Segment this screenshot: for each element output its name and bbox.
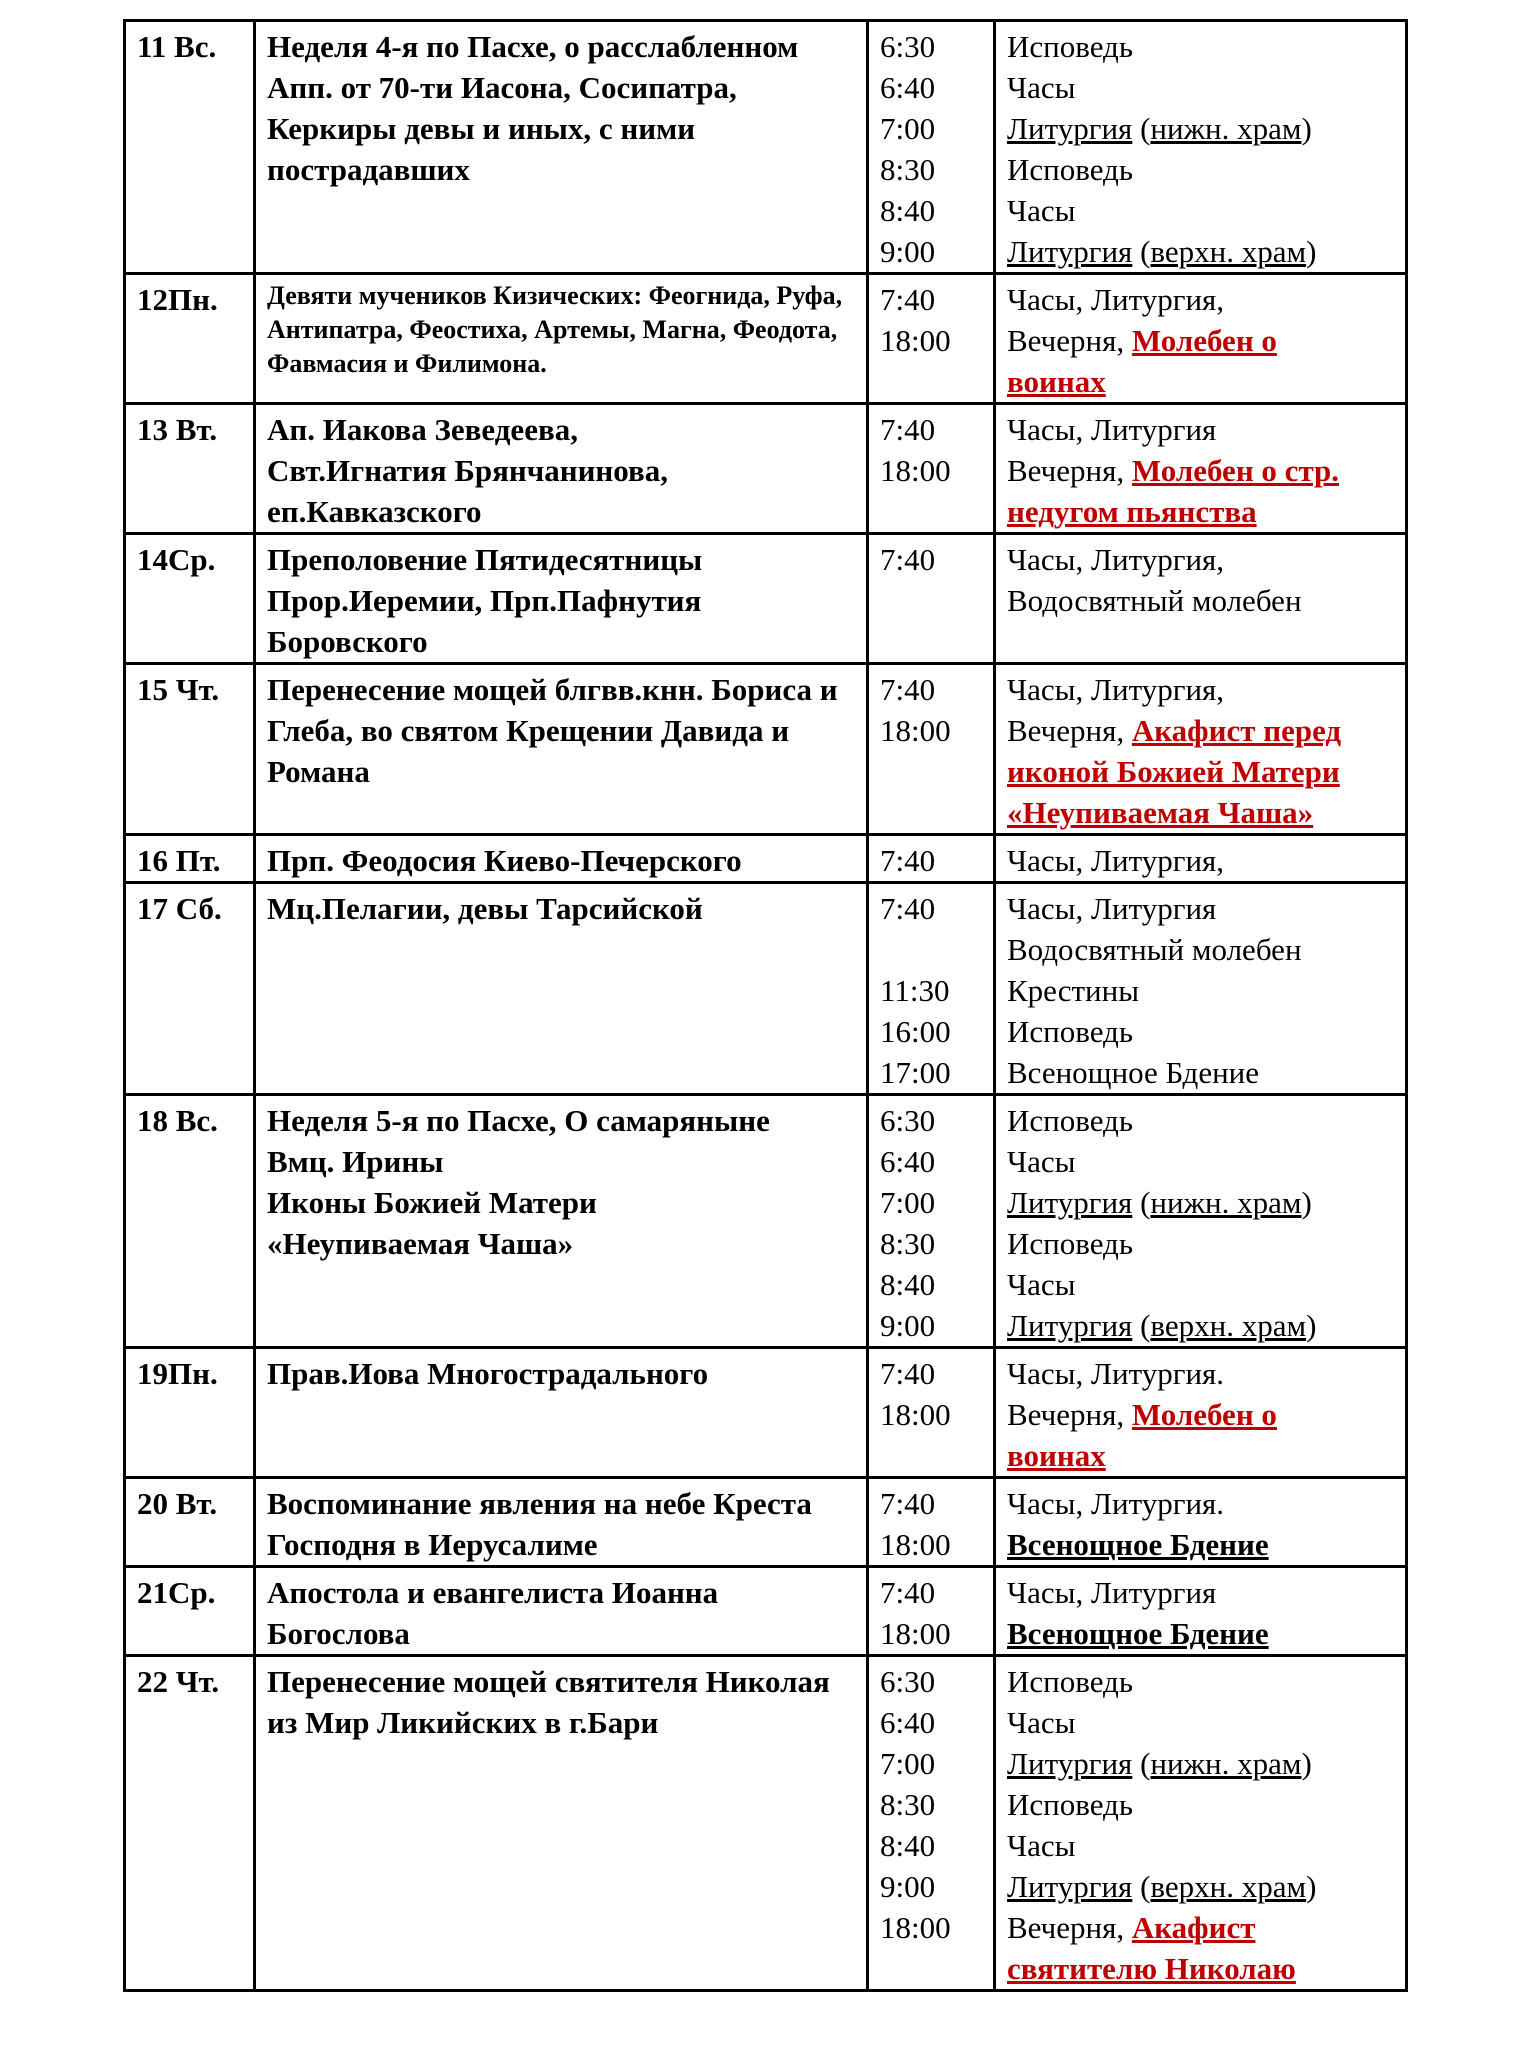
service-time: 6:30 — [880, 1664, 936, 1699]
service-schedule-table — [123, 19, 1408, 1992]
service-time: 7:40 — [880, 891, 936, 926]
highlighted-service-text: Молебен о стр. — [1131, 453, 1340, 488]
service-time — [880, 929, 985, 970]
service-time: 7:40 — [880, 542, 936, 577]
service-line — [1007, 1613, 1397, 1654]
service-time: 18:00 — [880, 1616, 951, 1651]
services-cell — [995, 1656, 1407, 1991]
services-cell — [995, 1478, 1407, 1567]
commemoration-line: Апостола и евангелиста Иоанна Богослова — [267, 1575, 719, 1651]
service-line — [1007, 1661, 1397, 1702]
commemoration-cell — [255, 835, 868, 883]
service-text: Часы, Литургия — [1007, 891, 1217, 926]
service-time: 17:00 — [880, 1055, 951, 1090]
services-cell — [995, 1567, 1407, 1656]
service-line — [1007, 279, 1397, 320]
service-line — [1007, 361, 1397, 402]
service-line — [1007, 710, 1397, 751]
commemoration-cell — [255, 1656, 868, 1991]
service-line — [1007, 539, 1397, 580]
service-text: Исповедь — [1007, 1226, 1133, 1261]
service-line — [1007, 1825, 1397, 1866]
service-line — [1007, 1100, 1397, 1141]
day-cell: 12Пн. — [125, 274, 255, 404]
services-cell — [995, 1095, 1407, 1348]
time-cell — [868, 883, 995, 1095]
service-text: Часы — [1007, 1828, 1076, 1863]
service-time: 9:00 — [880, 1869, 936, 1904]
service-time: 16:00 — [880, 1014, 951, 1049]
service-text: Часы, Литургия — [1007, 412, 1217, 447]
table-row — [125, 534, 1407, 664]
service-text: ) — [1301, 111, 1312, 146]
service-text: Часы, Литургия, — [1007, 542, 1225, 577]
service-text: Часы, Литургия, — [1007, 843, 1225, 878]
service-line — [1007, 1264, 1397, 1305]
service-text: Исповедь — [1007, 152, 1133, 187]
service-time: 8:30 — [880, 1787, 936, 1822]
commemoration-cell — [255, 21, 868, 274]
service-text: Вечерня, — [1007, 323, 1132, 358]
highlighted-service-text: недугом пьянства — [1007, 494, 1257, 529]
service-text: Часы — [1007, 193, 1076, 228]
service-text: ( — [1132, 1869, 1151, 1904]
service-line — [1007, 1141, 1397, 1182]
service-text: ) — [1306, 234, 1317, 269]
service-time: 8:40 — [880, 1828, 936, 1863]
service-text: Исповедь — [1007, 1664, 1133, 1699]
service-text: Литургия — [1007, 1185, 1133, 1220]
commemoration-line: Воспоминание явления на небе Креста Господня в Иерусалиме — [267, 1486, 812, 1562]
service-line — [1007, 190, 1397, 231]
service-line — [1007, 929, 1397, 970]
service-text: Часы, Литургия — [1007, 1575, 1217, 1610]
service-line — [1007, 1011, 1397, 1052]
highlighted-service-text: иконой Божией Матери — [1007, 754, 1340, 789]
time-cell — [868, 835, 995, 883]
service-time: 7:00 — [880, 1746, 936, 1781]
service-text: Часы — [1007, 1705, 1076, 1740]
commemoration-cell — [255, 534, 868, 664]
time-cell — [868, 534, 995, 664]
service-time: 18:00 — [880, 453, 951, 488]
services-cell — [995, 274, 1407, 404]
service-line — [1007, 1305, 1397, 1346]
service-line — [1007, 450, 1397, 491]
service-line — [1007, 1948, 1397, 1989]
commemoration-line: Прав.Иова Многострадального — [267, 1356, 709, 1391]
time-cell — [868, 1478, 995, 1567]
service-text: Часы, Литургия, — [1007, 672, 1225, 707]
commemoration-cell — [255, 1478, 868, 1567]
service-text: Исповедь — [1007, 1014, 1133, 1049]
service-line — [1007, 792, 1397, 833]
service-line — [1007, 108, 1397, 149]
service-line — [1007, 751, 1397, 792]
service-text: ( — [1132, 234, 1151, 269]
highlighted-service-text: воинах — [1007, 364, 1106, 399]
services-cell — [995, 664, 1407, 835]
service-text: ) — [1306, 1869, 1317, 1904]
time-cell — [868, 1095, 995, 1348]
service-line — [1007, 67, 1397, 108]
service-time: 7:00 — [880, 111, 936, 146]
table-row — [125, 1567, 1407, 1656]
service-text: Часы, Литургия. — [1007, 1486, 1225, 1521]
service-line — [1007, 840, 1397, 881]
day-cell: 20 Вт. — [125, 1478, 255, 1567]
day-cell: 22 Чт. — [125, 1656, 255, 1991]
commemoration-line: Прор.Иеремии, Прп.Пафнутия Боровского — [267, 583, 702, 659]
service-line — [1007, 1394, 1397, 1435]
service-time: 8:40 — [880, 1267, 936, 1302]
service-line — [1007, 1182, 1397, 1223]
service-text: Литургия — [1007, 1746, 1133, 1781]
service-text: Всенощное Бдение — [1007, 1616, 1269, 1651]
services-cell — [995, 534, 1407, 664]
day-cell: 18 Вс. — [125, 1095, 255, 1348]
service-text: Вечерня, — [1007, 1910, 1132, 1945]
service-line — [1007, 231, 1397, 272]
table-row — [125, 835, 1407, 883]
service-line — [1007, 1435, 1397, 1476]
time-cell — [868, 274, 995, 404]
service-text: Литургия — [1007, 1308, 1133, 1343]
commemoration-cell — [255, 1348, 868, 1478]
commemoration-line: Мц.Пелагии, девы Тарсийской — [267, 891, 703, 926]
commemoration-line: Девяти мучеников Кизических: Феогнида, Руфа, Антипатра, Феостиха, Артемы, Магна, Феодота, Фавмасия и Филимона. — [267, 281, 843, 378]
service-text: Вечерня, — [1007, 453, 1132, 488]
service-time: 18:00 — [880, 1527, 951, 1562]
table-row — [125, 883, 1407, 1095]
table-row — [125, 1478, 1407, 1567]
day-cell: 19Пн. — [125, 1348, 255, 1478]
service-time: 8:30 — [880, 152, 936, 187]
service-time: 18:00 — [880, 323, 951, 358]
service-text: Часы, Литургия. — [1007, 1356, 1225, 1391]
service-text: Исповедь — [1007, 29, 1133, 64]
service-text: верхн. храм — [1150, 234, 1307, 269]
service-line — [1007, 1784, 1397, 1825]
day-cell: 11 Вс. — [125, 21, 255, 274]
service-time: 8:30 — [880, 1226, 936, 1261]
time-cell — [868, 664, 995, 835]
commemoration-line: Неделя 5-я по Пасхе, О самаряныне — [267, 1103, 770, 1138]
service-text: нижн. храм — [1150, 1746, 1302, 1781]
time-cell — [868, 404, 995, 534]
commemoration-cell — [255, 404, 868, 534]
time-cell — [868, 21, 995, 274]
day-cell: 15 Чт. — [125, 664, 255, 835]
service-text: Часы — [1007, 1267, 1076, 1302]
service-line — [1007, 409, 1397, 450]
service-time: 8:40 — [880, 193, 936, 228]
time-cell — [868, 1567, 995, 1656]
service-text: Часы, Литургия, — [1007, 282, 1225, 317]
service-line — [1007, 491, 1397, 532]
service-text: ( — [1132, 1308, 1151, 1343]
service-line — [1007, 1223, 1397, 1264]
service-line — [1007, 320, 1397, 361]
highlighted-service-text: воинах — [1007, 1438, 1106, 1473]
service-time: 18:00 — [880, 1397, 951, 1432]
service-time: 18:00 — [880, 1910, 951, 1945]
service-text: ) — [1306, 1308, 1317, 1343]
service-time: 7:40 — [880, 1575, 936, 1610]
service-line — [1007, 26, 1397, 67]
service-text: Водосвятный молебен — [1007, 932, 1302, 967]
service-text: Всенощное Бдение — [1007, 1055, 1260, 1090]
table-row — [125, 664, 1407, 835]
day-cell: 17 Сб. — [125, 883, 255, 1095]
service-line — [1007, 1743, 1397, 1784]
commemoration-line: Перенесение мощей блгвв.кнн. Бориса и Глеба, во святом Крещении Давида и Романа — [267, 672, 838, 789]
services-cell — [995, 404, 1407, 534]
services-cell — [995, 835, 1407, 883]
commemoration-line: Свт.Игнатия Брянчанинова, еп.Кавказского — [267, 453, 669, 529]
commemoration-line: Перенесение мощей святителя Николая из Мир Ликийских в г.Бари — [267, 1664, 830, 1740]
service-line — [1007, 1353, 1397, 1394]
service-text: Вечерня, — [1007, 1397, 1132, 1432]
service-time: 7:40 — [880, 672, 936, 707]
service-text: Литургия — [1007, 111, 1133, 146]
service-time: 7:40 — [880, 1356, 936, 1391]
table-row — [125, 1348, 1407, 1478]
service-line — [1007, 1572, 1397, 1613]
service-line — [1007, 1866, 1397, 1907]
schedule-sheet — [123, 19, 1405, 1992]
service-time: 9:00 — [880, 234, 936, 269]
commemoration-cell — [255, 274, 868, 404]
service-text: ( — [1132, 1746, 1151, 1781]
day-cell: 21Ср. — [125, 1567, 255, 1656]
service-text: верхн. храм — [1150, 1308, 1307, 1343]
service-time: 7:40 — [880, 1486, 936, 1521]
highlighted-service-text: Молебен о — [1131, 1397, 1277, 1432]
service-text: Всенощное Бдение — [1007, 1527, 1269, 1562]
service-text: Литургия — [1007, 1869, 1133, 1904]
time-cell — [868, 1348, 995, 1478]
commemoration-line: Прп. Феодосия Киево-Печерского — [267, 843, 742, 878]
day-cell: 16 Пт. — [125, 835, 255, 883]
service-text: верхн. храм — [1150, 1869, 1307, 1904]
commemoration-line: «Неупиваемая Чаша» — [267, 1226, 574, 1261]
commemoration-line: Иконы Божией Матери — [267, 1185, 597, 1220]
day-cell: 13 Вт. — [125, 404, 255, 534]
service-text: Водосвятный молебен — [1007, 583, 1302, 618]
service-time: 18:00 — [880, 713, 951, 748]
service-time: 11:30 — [880, 973, 950, 1008]
service-line — [1007, 580, 1397, 621]
commemoration-line: Преполовение Пятидесятницы — [267, 542, 703, 577]
highlighted-service-text: Акафист перед — [1131, 713, 1342, 748]
service-text: нижн. храм — [1150, 1185, 1302, 1220]
service-line — [1007, 669, 1397, 710]
service-line — [1007, 1524, 1397, 1565]
service-time: 6:40 — [880, 70, 936, 105]
commemoration-line: Вмц. Ирины — [267, 1144, 444, 1179]
service-text: Часы — [1007, 1144, 1076, 1179]
service-time: 6:40 — [880, 1144, 936, 1179]
service-text: ( — [1132, 1185, 1151, 1220]
service-text: Крестины — [1007, 973, 1140, 1008]
time-cell — [868, 1656, 995, 1991]
highlighted-service-text: «Неупиваемая Чаша» — [1007, 795, 1314, 830]
service-text: нижн. храм — [1150, 111, 1302, 146]
commemoration-cell — [255, 883, 868, 1095]
service-line — [1007, 1052, 1397, 1093]
service-text: Исповедь — [1007, 1787, 1133, 1822]
commemoration-line: Неделя 4-я по Пасхе, о расслабленном — [267, 29, 799, 64]
service-text: ) — [1301, 1746, 1312, 1781]
service-time: 7:00 — [880, 1185, 936, 1220]
service-line — [1007, 970, 1397, 1011]
highlighted-service-text: святителю Николаю — [1007, 1951, 1296, 1986]
highlighted-service-text: Молебен о — [1131, 323, 1277, 358]
table-row — [125, 274, 1407, 404]
schedule-body — [125, 21, 1407, 1991]
table-row — [125, 21, 1407, 274]
service-time: 6:30 — [880, 29, 936, 64]
service-time: 6:30 — [880, 1103, 936, 1138]
service-time: 7:40 — [880, 282, 936, 317]
service-line — [1007, 149, 1397, 190]
table-row — [125, 404, 1407, 534]
service-text: ( — [1132, 111, 1151, 146]
service-time: 6:40 — [880, 1705, 936, 1740]
service-line — [1007, 1702, 1397, 1743]
table-row — [125, 1656, 1407, 1991]
service-text: Исповедь — [1007, 1103, 1133, 1138]
day-cell: 14Ср. — [125, 534, 255, 664]
service-time: 7:40 — [880, 843, 936, 878]
service-text: Часы — [1007, 70, 1076, 105]
service-time: 9:00 — [880, 1308, 936, 1343]
table-row — [125, 1095, 1407, 1348]
commemoration-cell — [255, 1095, 868, 1348]
commemoration-line: Ап. Иакова Зеведеева, — [267, 412, 578, 447]
service-line — [1007, 1907, 1397, 1948]
commemoration-line: Апп. от 70-ти Иасона, Сосипатра, Керкиры девы и иных, с ними пострадавших — [267, 70, 737, 187]
commemoration-cell — [255, 1567, 868, 1656]
services-cell — [995, 1348, 1407, 1478]
highlighted-service-text: Акафист — [1131, 1910, 1256, 1945]
service-line — [1007, 1483, 1397, 1524]
commemoration-cell — [255, 664, 868, 835]
service-time: 7:40 — [880, 412, 936, 447]
service-text: ) — [1301, 1185, 1312, 1220]
services-cell — [995, 883, 1407, 1095]
service-text: Вечерня, — [1007, 713, 1132, 748]
service-text: Литургия — [1007, 234, 1133, 269]
services-cell — [995, 21, 1407, 274]
service-line — [1007, 888, 1397, 929]
